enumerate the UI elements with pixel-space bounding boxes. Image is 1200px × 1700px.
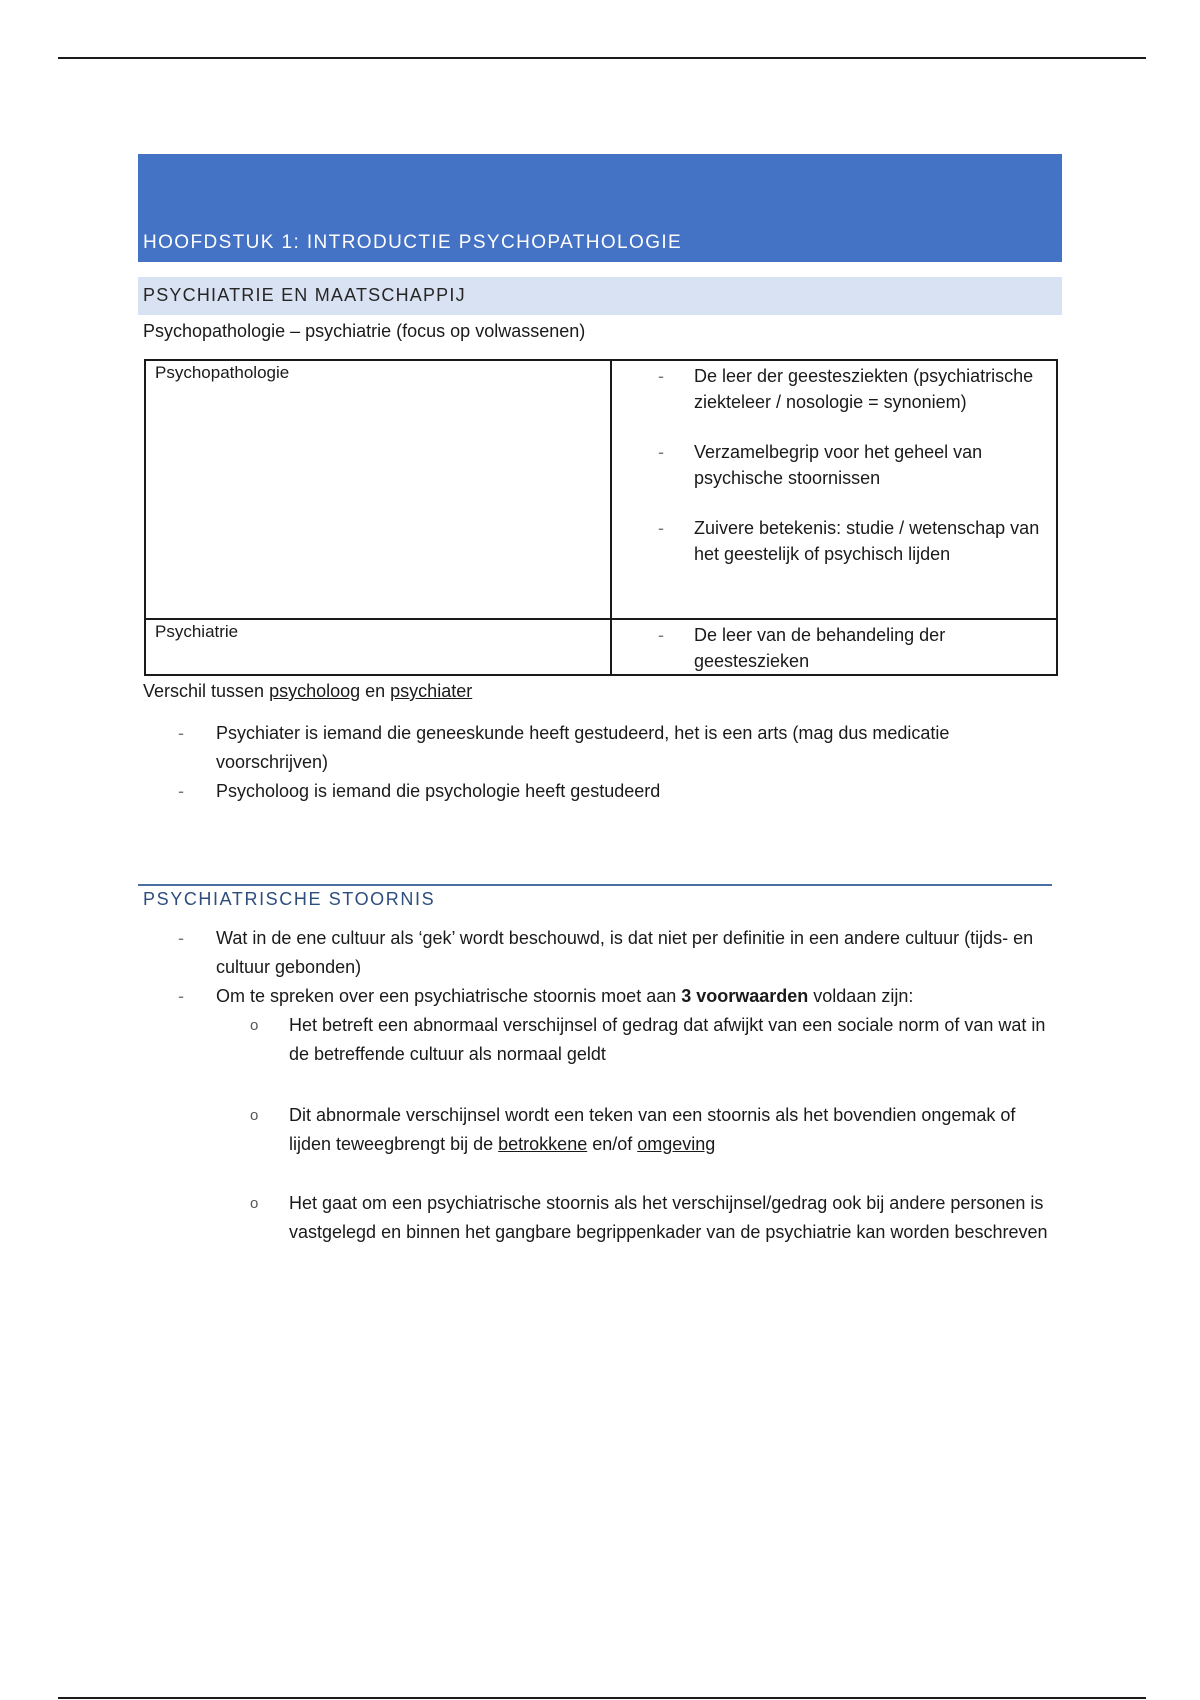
list-item	[138, 719, 1062, 777]
term-cell: Psychopathologie	[145, 360, 611, 619]
condition-item	[138, 1101, 1062, 1159]
dash-bullet-icon: -	[178, 781, 184, 801]
term-psychiater: psychiater	[390, 681, 473, 701]
section-title-psychiatrie-en-maatschappij: PSYCHIATRIE EN MAATSCHAPPIJ	[143, 285, 466, 305]
condition-item	[138, 1011, 1062, 1069]
table-row	[145, 619, 1057, 675]
list-item-text: Wat in de ene cultuur als ‘gek’ wordt beschouwd, is dat niet per definitie in een andere cultuur (tijds- en cultuur gebonden)	[216, 928, 1034, 977]
condition-prefix: Dit abnormale verschijnsel wordt een teken van een stoornis als het bovendien ongemak of lijden teweegbrengt bij de	[289, 1105, 1016, 1154]
condition-text: Het gaat om een psychiatrische stoornis als het verschijnsel/gedrag ook bij andere personen is vastgelegd en binnen het gangbare begrippenkader van de psychiatrie kan worden beschreven	[289, 1193, 1048, 1242]
difference-list	[138, 719, 1062, 806]
table-row	[145, 360, 1057, 619]
term-omgeving: omgeving	[637, 1134, 716, 1154]
stoornis-list	[138, 924, 1062, 1011]
list-item-text: Psychiater is iemand die geneeskunde heeft gestudeerd, het is een arts (mag dus medicatie voorschrijven)	[216, 723, 950, 772]
term-betrokkene: betrokkene	[498, 1134, 588, 1154]
condition-mid: en/of	[587, 1134, 638, 1154]
definition-item	[612, 439, 1056, 491]
difference-heading	[143, 677, 1062, 705]
circle-bullet-icon: o	[250, 1195, 259, 1212]
definition-text: Zuivere betekenis: studie / wetenschap van het geestelijk of psychisch lijden	[694, 518, 1040, 564]
header-rule	[58, 57, 1146, 59]
circle-bullet-icon: o	[250, 1107, 259, 1124]
list-item-text: Psycholoog is iemand die psychologie heeft gestudeerd	[216, 781, 661, 801]
chapter-heading-bar	[138, 154, 1062, 262]
definition-text: Verzamelbegrip voor het geheel van psychische stoornissen	[694, 442, 983, 488]
definition-item	[612, 515, 1056, 567]
dash-bullet-icon: -	[178, 723, 184, 743]
definition-cell	[611, 619, 1057, 675]
subtitle-psychopathologie-psychiatrie: Psychopathologie – psychiatrie (focus op volwassenen)	[143, 321, 586, 341]
page-content	[138, 154, 1062, 1247]
term-cell: Psychiatrie	[145, 619, 611, 675]
definition-text: De leer van de behandeling der geesteszieken	[694, 625, 946, 671]
list-item-suffix: voldaan zijn:	[808, 986, 914, 1006]
term-psycholoog: psycholoog	[269, 681, 361, 701]
list-item-prefix: Om te spreken over een psychiatrische stoornis moet aan	[216, 986, 682, 1006]
dash-bullet-icon: -	[658, 366, 664, 386]
conditions-list	[138, 1011, 1062, 1247]
dash-bullet-icon: -	[178, 928, 184, 948]
condition-text: Het betreft een abnormaal verschijnsel of gedrag dat afwijkt van een sociale norm of van wat in de betreffende cultuur als normaal geldt	[289, 1015, 1046, 1064]
difference-prefix: Verschil tussen	[143, 681, 270, 701]
list-item	[138, 982, 1062, 1011]
list-item	[138, 924, 1062, 982]
dash-bullet-icon: -	[178, 986, 184, 1006]
definition-text: De leer der geestesziekten (psychiatrische ziekteleer / nosologie = synoniem)	[694, 366, 1034, 412]
section-title-psychiatrische-stoornis: PSYCHIATRISCHE STOORNIS	[143, 889, 436, 909]
condition-item	[138, 1189, 1062, 1247]
list-item	[138, 777, 1062, 806]
dash-bullet-icon: -	[658, 442, 664, 462]
dash-bullet-icon: -	[658, 518, 664, 538]
footer-rule	[58, 1697, 1146, 1699]
circle-bullet-icon: o	[250, 1017, 259, 1034]
definition-cell	[611, 360, 1057, 619]
definition-item	[612, 622, 1056, 674]
definition-table	[144, 359, 1058, 676]
chapter-title: HOOFDSTUK 1: INTRODUCTIE PSYCHOPATHOLOGIE	[143, 232, 683, 253]
section-heading-band	[138, 277, 1062, 315]
section-divider	[138, 884, 1052, 886]
difference-mid: en	[360, 681, 391, 701]
bold-voorwaarden: 3 voorwaarden	[681, 986, 809, 1006]
dash-bullet-icon: -	[658, 625, 664, 645]
definition-item	[612, 363, 1056, 415]
